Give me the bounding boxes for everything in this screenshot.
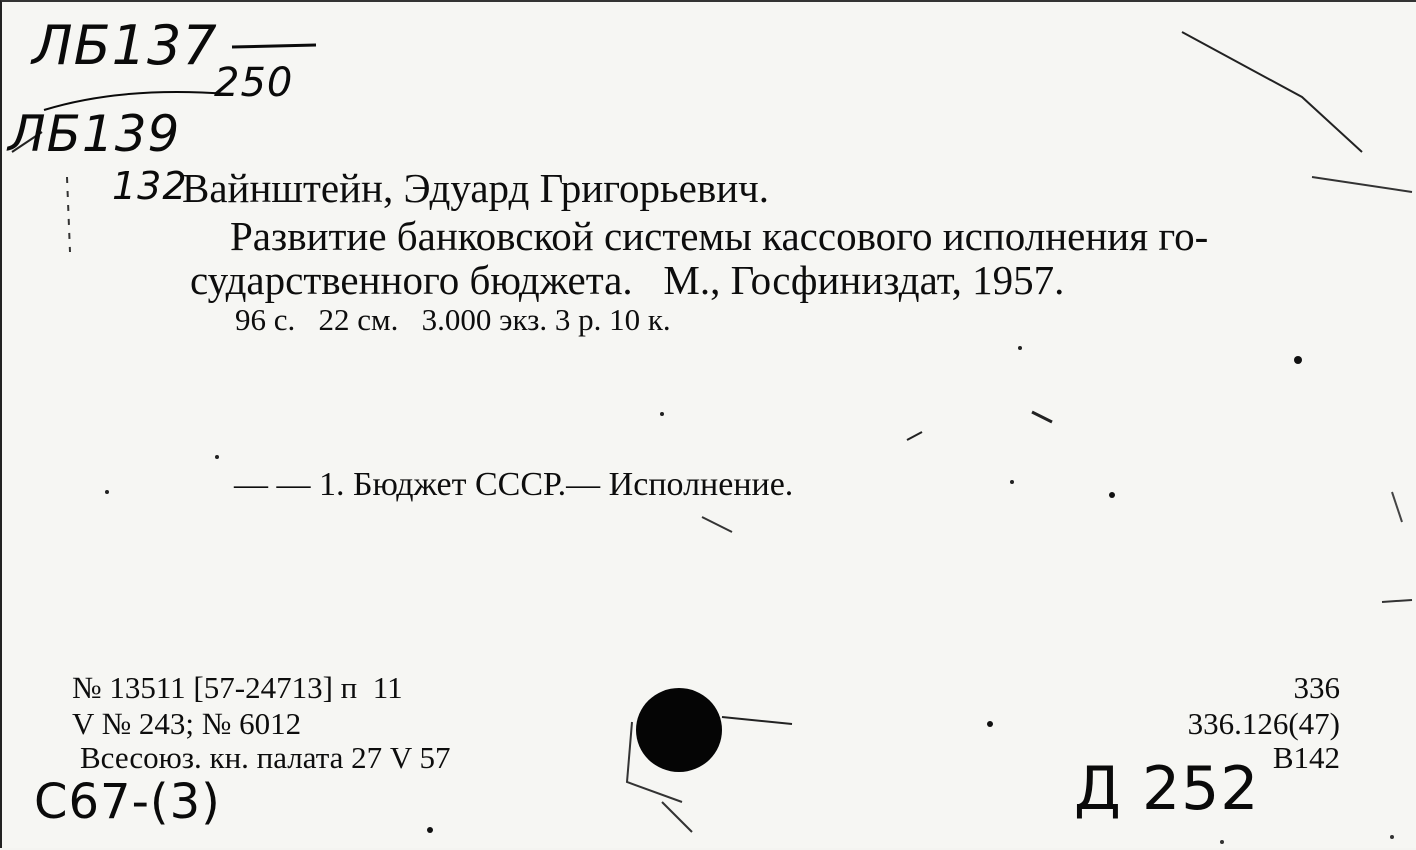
title-line-2: сударственного бюджета. М., Госфиниздат, 1957.	[190, 257, 1065, 303]
shelfmark-3: 132	[112, 164, 188, 208]
bottom-right-code: Д 252	[1074, 754, 1260, 824]
classification-line-2: 336.126(47)	[1187, 706, 1340, 741]
subject-heading: — — 1. Бюджет СССР.— Исполнение.	[234, 466, 794, 503]
bottom-left-code: C67-(3)	[34, 774, 221, 830]
shelfmark-1: ЛБ137	[32, 14, 218, 77]
classification-line-1: 336	[1293, 670, 1340, 705]
shelfmark-2: ЛБ139	[8, 105, 181, 163]
shelfmark-1-fraction: 250	[214, 60, 294, 106]
imprint-line-3: Всесоюз. кн. палата 27 V 57	[80, 740, 451, 775]
classification-line-3: В142	[1272, 740, 1340, 775]
imprint-line-1: № 13511 [57-24713] п 11	[72, 670, 403, 705]
title-line-1: Развитие банковской системы кассового исполнения го-	[230, 213, 1209, 259]
shelfmark-fraction-bar	[230, 42, 320, 52]
card-punch-hole	[636, 688, 722, 772]
author-heading: Вайнштейн, Эдуард Григорьевич.	[182, 165, 770, 211]
imprint-line-2: V № 243; № 6012	[72, 706, 302, 741]
physical-description: 96 с. 22 см. 3.000 экз. 3 р. 10 к.	[235, 302, 671, 337]
